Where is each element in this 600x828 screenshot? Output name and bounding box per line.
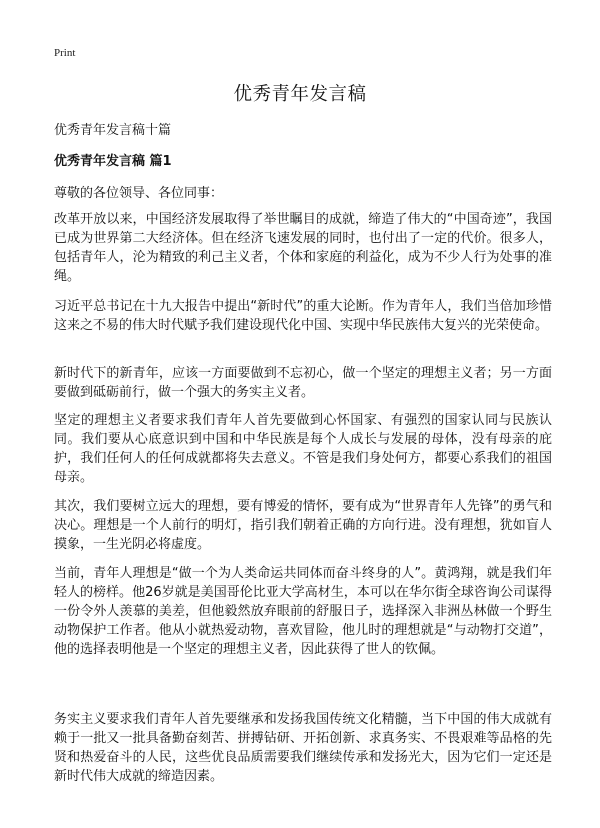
- paragraph-3: 新时代下的新青年，应该一方面要做到不忘初心，做一个坚定的理想主义者；另一方面要做到砥砺前行，做一个强大的务实主义者。: [54, 366, 552, 400]
- print-label: Print: [54, 47, 76, 59]
- paragraph-5: 其次，我们要树立远大的理想，要有博爱的情怀，要有成为“世界青年人先锋”的勇气和决心。理想是一个人前行的明灯，指引我们朝着正确的方向行进。没有理想，犹如盲人摸象，一生光阴必将虚度。: [54, 499, 552, 552]
- document-title: 优秀青年发言稿: [233, 84, 367, 105]
- section-heading: 优秀青年发言稿 篇1: [54, 154, 172, 169]
- paragraph-4: 坚定的理想主义者要求我们青年人首先要做到心怀国家、有强烈的国家认同与民族认同。我们要从心底意识到中国和中华民族是每个人成长与发展的母体，没有母亲的庇护，我们任何人的任何成就都将失去意义。不管是我们身处何方，都要心系我们的祖国母亲。: [54, 413, 552, 485]
- greeting-line: 尊敬的各位领导、各位同事：: [54, 186, 224, 201]
- paragraph-2: 习近平总书记在十九大报告中提出“新时代”的重大论断。作为青年人，我们当倍加珍惜这来之不易的伟大时代赋予我们建设现代化中国、实现中华民族伟大复兴的光荣使命。: [54, 299, 552, 333]
- paragraph-7: 务实主义要求我们青年人首先要继承和发扬我国传统文化精髓，当下中国的伟大成就有赖于一批又一批具备勤奋刻苦、拼搏钻研、开拓创新、求真务实、不畏艰难等品格的先贤和热爱奋斗的人民，这些优良品质需要我们继续传承和发扬光大，因为它们一定还是新时代伟大成就的缔造因素。: [54, 712, 552, 784]
- paragraph-6: 当前，青年人理想是“做一个为人类命运共同体而奋斗终身的人”。黄鸿翔，就是我们年轻人的榜样。他26岁就是美国哥伦比亚大学高材生，本可以在华尔街全球咨询公司谋得一份令外人羡慕的美差，但他毅然放弃眼前的舒服日子，选择深入非洲丛林做一个野生动物保护工作者。他从小就热爱动物，喜欢冒险，他儿时的理想就是“与动物打交道”，他的选择表明他是一个坚定的理想主义者，因此获得了世人的钦佩。: [54, 566, 552, 657]
- document-subtitle: 优秀青年发言稿十篇: [54, 123, 172, 138]
- paragraph-1: 改革开放以来，中国经济发展取得了举世瞩目的成就，缔造了伟大的“中国奇迹”，我国已成为世界第二大经济体。但在经济飞速发展的同时，也付出了一定的代价。很多人，包括青年人，沦为精致的利己主义者，个体和家庭的利益化，成为不少人行为处事的准绳。: [54, 212, 552, 284]
